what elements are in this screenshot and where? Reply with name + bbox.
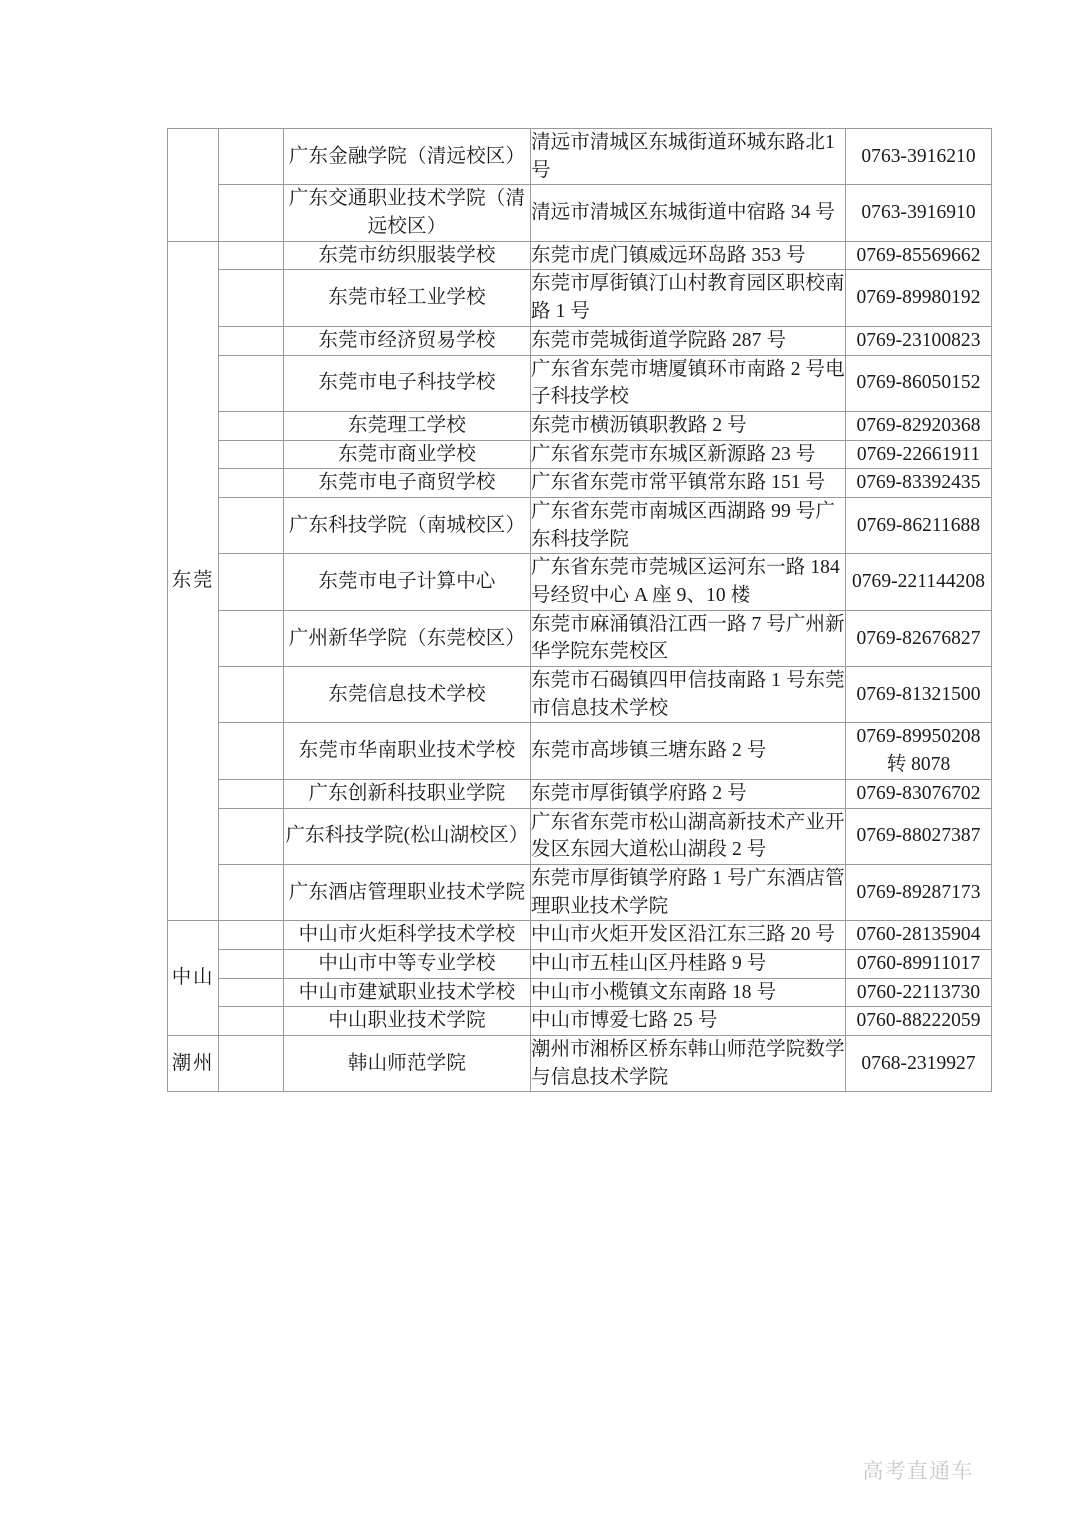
phone-number: 0769-23100823 <box>856 329 981 351</box>
spacer-cell <box>219 949 284 978</box>
phone-cell <box>846 241 992 270</box>
table-row <box>168 241 992 270</box>
phone-cell <box>846 469 992 498</box>
address-cell: 东莞市莞城街道学院路 287 号 <box>531 326 846 355</box>
city-cell: 潮州 <box>168 1036 219 1092</box>
table-row <box>168 864 992 920</box>
phone-cell <box>846 355 992 411</box>
phone-number: 0760-22113730 <box>856 981 981 1003</box>
table-row <box>168 497 992 553</box>
school-name-cell: 广东金融学院（清远校区） <box>284 129 531 185</box>
address-cell: 东莞市高埗镇三塘东路 2 号 <box>531 723 846 779</box>
spacer-cell <box>219 1007 284 1036</box>
spacer-cell <box>219 808 284 864</box>
city-cell: 中山 <box>168 921 219 1036</box>
address-cell: 广东省东莞市莞城区运河东一路 184 号经贸中心 A 座 9、10 楼 <box>531 554 846 610</box>
school-name-cell: 东莞市商业学校 <box>284 440 531 469</box>
address-cell: 广东省东莞市塘厦镇环市南路 2 号电子科技学校 <box>531 355 846 411</box>
table-row <box>168 723 992 779</box>
spacer-cell <box>219 864 284 920</box>
spacer-cell <box>219 411 284 440</box>
phone-cell <box>846 808 992 864</box>
phone-number: 0760-28135904 <box>856 924 981 946</box>
school-name-cell: 中山市火炬科学技术学校 <box>284 921 531 950</box>
phone-cell <box>846 129 992 185</box>
address-cell: 东莞市麻涌镇沿江西一路 7 号广州新华学院东莞校区 <box>531 610 846 666</box>
table-row <box>168 921 992 950</box>
phone-cell <box>846 779 992 808</box>
school-name-cell: 中山职业技术学院 <box>284 1007 531 1036</box>
phone-number: 0763-3916910 <box>861 202 976 224</box>
table-row <box>168 554 992 610</box>
phone-number: 0769-86211688 <box>856 514 981 536</box>
phone-cell <box>846 497 992 553</box>
phone-cell <box>846 440 992 469</box>
spacer-cell <box>219 129 284 185</box>
address-cell: 广东省东莞市松山湖高新技术产业开发区东园大道松山湖段 2 号 <box>531 808 846 864</box>
phone-number: 0769-89980192 <box>856 287 981 309</box>
address-cell: 东莞市虎门镇威远环岛路 353 号 <box>531 241 846 270</box>
spacer-cell <box>219 355 284 411</box>
address-cell: 东莞市厚街镇汀山村教育园区职校南路 1 号 <box>531 270 846 326</box>
address-cell: 清远市清城区东城街道环城东路北1号 <box>531 129 846 185</box>
address-cell: 中山市博爱七路 25 号 <box>531 1007 846 1036</box>
table-row <box>168 326 992 355</box>
phone-number: 0769-89950208 <box>856 726 981 748</box>
phone-number: 0769-88027387 <box>856 825 981 847</box>
phone-cell <box>846 864 992 920</box>
table-row <box>168 185 992 241</box>
spacer-cell <box>219 978 284 1007</box>
table-row <box>168 270 992 326</box>
phone-number: 0769-83392435 <box>856 472 981 494</box>
school-name-cell: 中山市建斌职业技术学校 <box>284 978 531 1007</box>
school-name-cell: 东莞市纺织服装学校 <box>284 241 531 270</box>
table-row <box>168 978 992 1007</box>
school-name-cell: 东莞市电子计算中心 <box>284 554 531 610</box>
school-name-cell: 广东交通职业技术学院（清远校区） <box>284 185 531 241</box>
spacer-cell <box>219 723 284 779</box>
phone-extension: 转 8078 <box>886 754 951 776</box>
phone-number: 0769-22661911 <box>856 443 981 465</box>
table-row <box>168 779 992 808</box>
city-cell <box>168 129 219 242</box>
address-cell: 中山市小榄镇文东南路 18 号 <box>531 978 846 1007</box>
address-cell: 广东省东莞市南城区西湖路 99 号广东科技学院 <box>531 497 846 553</box>
phone-number: 0769-81321500 <box>856 683 981 705</box>
table-row <box>168 1036 992 1092</box>
table-row <box>168 469 992 498</box>
spacer-cell <box>219 326 284 355</box>
phone-number: 0768-2319927 <box>861 1052 976 1074</box>
address-cell: 东莞市厚街镇学府路 1 号广东酒店管理职业技术学院 <box>531 864 846 920</box>
phone-cell <box>846 949 992 978</box>
phone-cell <box>846 270 992 326</box>
school-name-cell: 广东科技学院(松山湖校区） <box>284 808 531 864</box>
school-name-cell: 东莞市轻工业学校 <box>284 270 531 326</box>
phone-cell <box>846 1007 992 1036</box>
spacer-cell <box>219 1036 284 1092</box>
phone-cell <box>846 667 992 723</box>
spacer-cell <box>219 185 284 241</box>
spacer-cell <box>219 667 284 723</box>
city-cell: 东莞 <box>168 241 219 921</box>
phone-number: 0769-82676827 <box>856 627 981 649</box>
table-row <box>168 1007 992 1036</box>
address-cell: 中山市火炬开发区沿江东三路 20 号 <box>531 921 846 950</box>
phone-number: 0769-83076702 <box>856 782 981 804</box>
phone-cell <box>846 554 992 610</box>
spacer-cell <box>219 554 284 610</box>
phone-number: 0769-221144208 <box>851 571 986 593</box>
phone-cell <box>846 610 992 666</box>
phone-number: 0769-85569662 <box>856 244 981 266</box>
school-name-cell: 东莞市电子科技学校 <box>284 355 531 411</box>
address-cell: 广东省东莞市常平镇常东路 151 号 <box>531 469 846 498</box>
phone-cell <box>846 723 992 779</box>
phone-number: 0769-86050152 <box>856 372 981 394</box>
phone-cell <box>846 978 992 1007</box>
address-cell: 中山市五桂山区丹桂路 9 号 <box>531 949 846 978</box>
spacer-cell <box>219 440 284 469</box>
phone-number: 0763-3916210 <box>861 145 976 167</box>
school-name-cell: 韩山师范学院 <box>284 1036 531 1092</box>
address-cell: 东莞市厚街镇学府路 2 号 <box>531 779 846 808</box>
school-name-cell: 广东酒店管理职业技术学院 <box>284 864 531 920</box>
school-name-cell: 广州新华学院（东莞校区） <box>284 610 531 666</box>
address-cell: 东莞市横沥镇职教路 2 号 <box>531 411 846 440</box>
school-name-cell: 东莞市华南职业技术学校 <box>284 723 531 779</box>
address-cell: 广东省东莞市东城区新源路 23 号 <box>531 440 846 469</box>
phone-cell <box>846 185 992 241</box>
spacer-cell <box>219 779 284 808</box>
address-cell: 潮州市湘桥区桥东韩山师范学院数学与信息技术学院 <box>531 1036 846 1092</box>
table-row <box>168 610 992 666</box>
table-row <box>168 808 992 864</box>
phone-number: 0760-89911017 <box>856 952 981 974</box>
school-name-cell: 东莞市经济贸易学校 <box>284 326 531 355</box>
phone-number: 0769-82920368 <box>856 414 981 436</box>
school-contact-table <box>167 128 992 1092</box>
spacer-cell <box>219 241 284 270</box>
school-name-cell: 中山市中等专业学校 <box>284 949 531 978</box>
table-row <box>168 129 992 185</box>
table-row <box>168 355 992 411</box>
school-name-cell: 广东创新科技职业学院 <box>284 779 531 808</box>
phone-number: 0760-88222059 <box>856 1010 981 1032</box>
spacer-cell <box>219 497 284 553</box>
school-name-cell: 东莞信息技术学校 <box>284 667 531 723</box>
school-name-cell: 东莞市电子商贸学校 <box>284 469 531 498</box>
phone-cell <box>846 921 992 950</box>
table-row <box>168 667 992 723</box>
school-name-cell: 广东科技学院（南城校区） <box>284 497 531 553</box>
address-cell: 清远市清城区东城街道中宿路 34 号 <box>531 185 846 241</box>
spacer-cell <box>219 921 284 950</box>
address-cell: 东莞市石碣镇四甲信技南路 1 号东莞市信息技术学校 <box>531 667 846 723</box>
phone-cell <box>846 1036 992 1092</box>
phone-cell <box>846 411 992 440</box>
spacer-cell <box>219 610 284 666</box>
table-row <box>168 440 992 469</box>
spacer-cell <box>219 469 284 498</box>
table-row <box>168 949 992 978</box>
table-row <box>168 411 992 440</box>
phone-cell <box>846 326 992 355</box>
watermark: 高考直通车 <box>862 1460 974 1483</box>
school-name-cell: 东莞理工学校 <box>284 411 531 440</box>
spacer-cell <box>219 270 284 326</box>
phone-number: 0769-89287173 <box>856 881 981 903</box>
